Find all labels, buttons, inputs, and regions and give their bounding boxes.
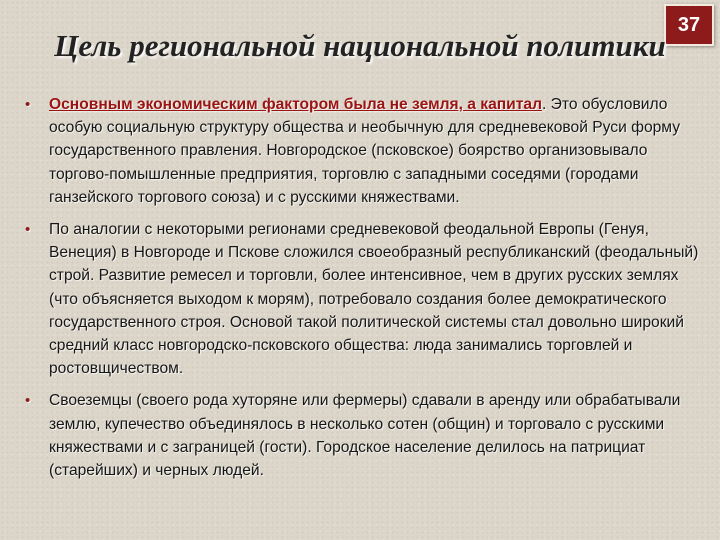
bullet-dot-icon: • — [25, 221, 31, 239]
bullet-text: По аналогии с некоторыми регионами средневековой феодальной Европы (Генуя, Венеция) в Новгороде и Пскове сложился своеобразный республиканский (феодальный) строй. Развитие ремесел и торговли, более интенсивное, чем в других русских землях (что объясняется выходом к морям), потребовало создания более демократического государственного строя. Основой такой политической системы стал довольно широкий средний класс новгородско-псковского общества: люда занимались торговлей и ростовщичеством. — [49, 221, 699, 378]
bullet-text: Своеземцы (своего рода хуторяне или фермеры) сдавали в аренду или обрабатывали землю, купечество объединялось в несколько сотен (общин) и торговало с русскими княжествами и с заграницей (гости). Городское население делилось на патрициат (старейших) и черных людей. — [49, 392, 681, 480]
slide-number-badge: 37 — [664, 4, 714, 46]
bullet-item — [22, 93, 702, 209]
bullet-text: . Это обусловило особую социальную структуру общества и необычную для средневековой Руси форму государственного правления. Новгородское (псковское) боярство организовывало торгово-помышленные предприятия, торговлю с западными соседями (городами ганзейского торгового союза) и с русскими княжествами. — [49, 96, 680, 206]
key-factor-highlight: Основным экономическим фактором была не земля, а капитал — [49, 96, 542, 113]
slide-title: Цель региональной национальной политики — [54, 28, 666, 63]
bullet-dot-icon: • — [25, 392, 31, 410]
bullet-item — [22, 389, 702, 482]
bullet-list — [22, 93, 702, 491]
bullet-item — [22, 218, 702, 380]
bullet-dot-icon: • — [25, 96, 31, 113]
